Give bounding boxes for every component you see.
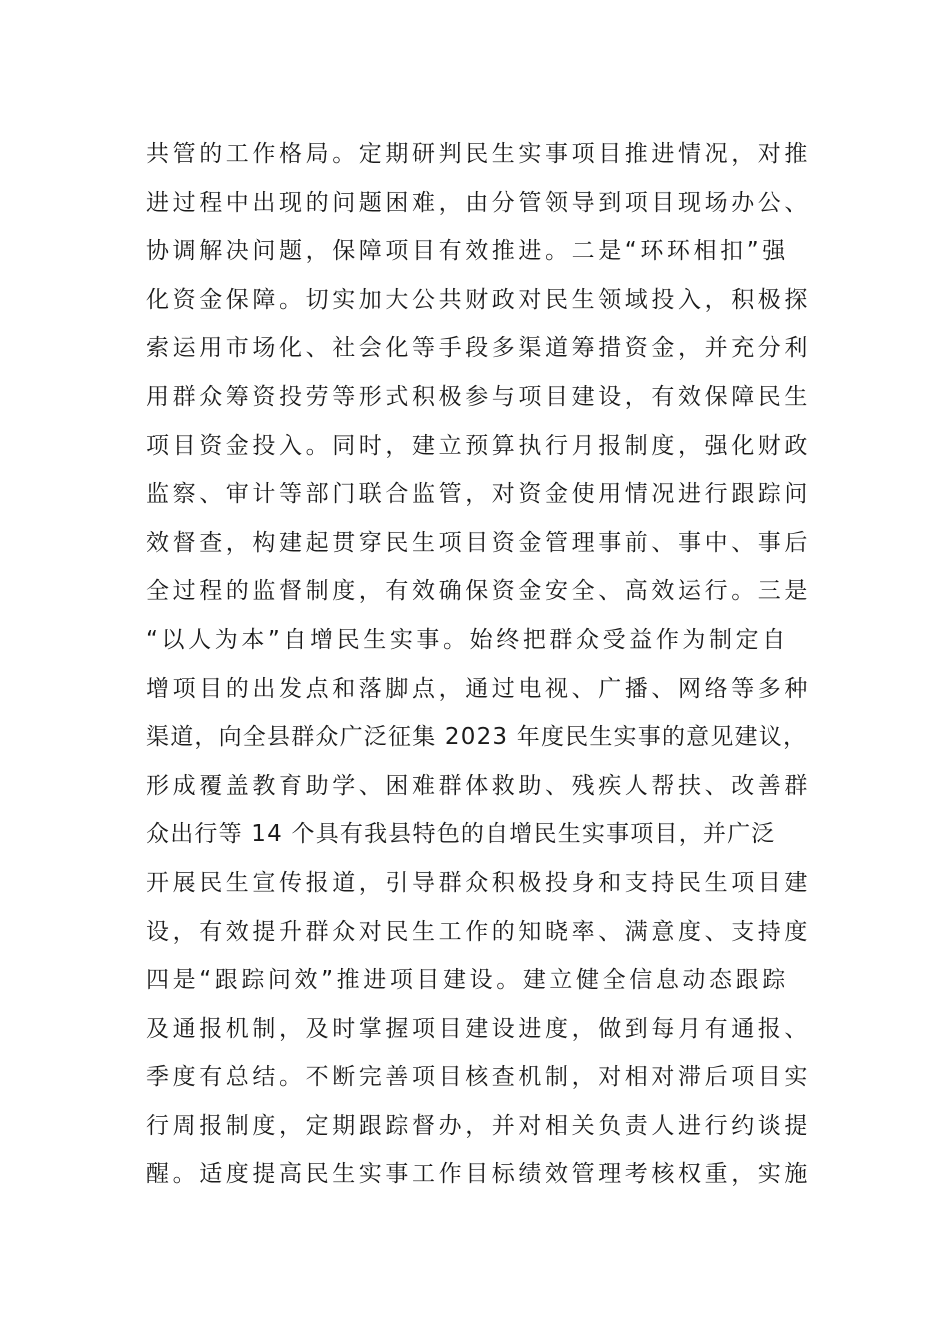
text-line: 形成覆盖教育助学、困难群体救助、残疾人帮扶、改善群	[146, 772, 811, 799]
text-line: 协调解决问题，保障项目有效推进。二是“环环相扣”强	[146, 238, 789, 265]
text-line: 项目资金投入。同时，建立预算执行月报制度，强化财政	[146, 432, 811, 459]
text-line: 监察、审计等部门联合监管，对资金使用情况进行跟踪问	[146, 481, 811, 508]
text-line: 季度有总结。不断完善项目核查机制，对相对滞后项目实	[146, 1064, 811, 1091]
text-line: 化资金保障。切实加大公共财政对民生领域投入，积极探	[146, 286, 811, 313]
text-line: 行周报制度，定期跟踪督办，并对相关负责人进行约谈提	[146, 1112, 811, 1139]
text-line: “以人为本”自增民生实事。始终把群众受益作为制定自	[146, 626, 789, 653]
text-line: 四是“跟踪问效”推进项目建设。建立健全信息动态跟踪	[146, 967, 789, 994]
text-line: 效督查，构建起贯穿民生项目资金管理事前、事中、事后	[146, 529, 811, 556]
text-line: 索运用市场化、社会化等手段多渠道筹措资金，并充分利	[146, 335, 811, 362]
text-line: 全过程的监督制度，有效确保资金安全、高效运行。三是	[146, 578, 811, 605]
text-line: 及通报机制，及时掌握项目建设进度，做到每月有通报、	[146, 1015, 811, 1042]
text-line: 进过程中出现的问题困难，由分管领导到项目现场办公、	[146, 189, 811, 216]
body-text	[146, 130, 846, 1199]
text-line: 用群众筹资投劳等形式积极参与项目建设，有效保障民生	[146, 383, 811, 410]
text-line: 众出行等 14 个具有我县特色的自增民生实事项目，并广泛	[146, 821, 776, 848]
text-line: 醒。适度提高民生实事工作目标绩效管理考核权重，实施	[146, 1161, 811, 1188]
text-line: 增项目的出发点和落脚点，通过电视、广播、网络等多种	[146, 675, 811, 702]
text-line: 开展民生宣传报道，引导群众积极投身和支持民生项目建	[146, 869, 811, 896]
text-line: 渠道，向全县群众广泛征集 2023 年度民生实事的意见建议，	[146, 724, 808, 751]
text-line: 共管的工作格局。定期研判民生实事项目推进情况，对推	[146, 141, 811, 167]
text-line: 设，有效提升群众对民生工作的知晓率、满意度、支持度	[146, 918, 811, 945]
